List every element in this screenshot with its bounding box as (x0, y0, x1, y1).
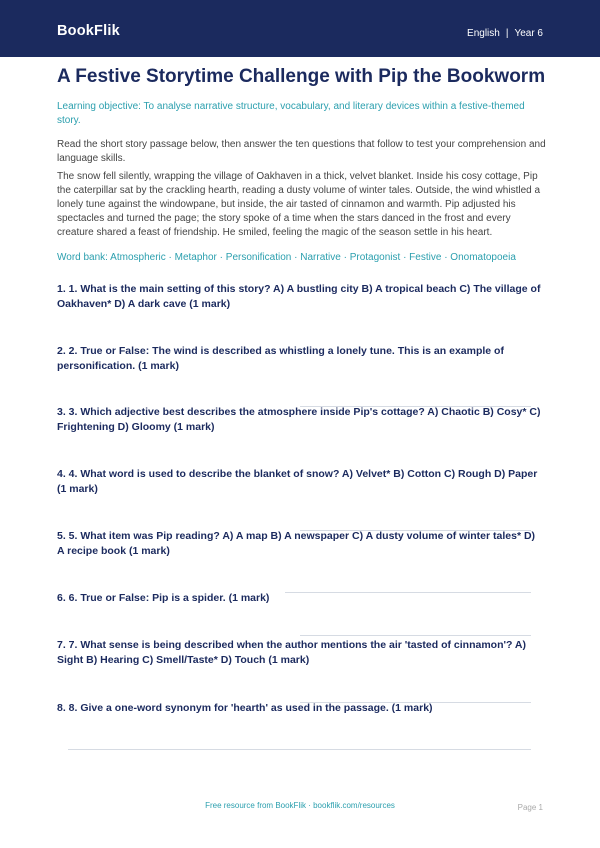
learning-objective: Learning objective: To analyse narrative structure, vocabulary, and literary devices within a festive-themed story. (57, 101, 525, 126)
header-meta (467, 28, 543, 39)
language-label: English (467, 28, 500, 39)
meta-separator: | (505, 28, 509, 39)
page-title: A Festive Storytime Challenge with Pip the Bookworm (57, 66, 546, 87)
site-header (0, 0, 600, 57)
year-label: Year 6 (514, 28, 543, 39)
footer-text[interactable]: Free resource from BookFlik · bookflik.com/resources (205, 801, 395, 810)
answer-line (68, 749, 531, 750)
intro-text: Read the short story passage below, then answer the ten questions that follow to test your comprehension and language skills. (57, 139, 546, 164)
question-4: 4. 4. What word is used to describe the blanket of snow? A) Velvet* B) Cotton C) Rough D) Paper (1 mark) (57, 468, 538, 495)
question-8: 8. 8. Give a one-word synonym for 'hearth' as used in the passage. (1 mark) (57, 702, 433, 714)
answer-line (300, 635, 531, 636)
question-1: 1. 1. What is the main setting of this story? A) A bustling city B) A tropical beach C) The village of Oakhaven* D) A dark cave (1 mark) (57, 283, 541, 310)
question-6: 6. 6. True or False: Pip is a spider. (1 mark) (57, 592, 270, 604)
brand-logo[interactable]: BookFlik (57, 23, 120, 39)
page-number: Page 1 (517, 803, 543, 812)
question-5: 5. 5. What item was Pip reading? A) A map B) A newspaper C) A dusty volume of winter tales* D) A recipe book (1 mark) (57, 530, 536, 557)
question-7: 7. 7. What sense is being described when the author mentions the air 'tasted of cinnamon'? A) Sight B) Hearing C) Smell/Taste* D) Touch (1 mark) (57, 639, 527, 666)
question-3: 3. 3. Which adjective best describes the atmosphere inside Pip's cottage? A) Chaotic B) Cosy* C) Frightening D) Gloomy (1 mark) (57, 406, 541, 433)
story-passage: The snow fell silently, wrapping the village of Oakhaven in a thick, velvet blanket. Inside his cosy cottage, Pip the caterpillar sat by the crackling hearth, reading a dusty volume of winter tales. Outside, the wind whistled a lonely tune against the windowpane, but inside, the air tasted of cinnamon and warmth. Pip adjusted his spectacles and turned the page; the story spoke of a time when the stars danced in the frost and every creature shared a feast of friendship. He smiled, feeling the magic of the season settle in his heart. (57, 171, 541, 238)
word-bank: Word bank: Atmospheric · Metaphor · Personification · Narrative · Protagonist · Festive · Onomatopoeia (57, 252, 516, 263)
question-2: 2. 2. True or False: The wind is described as whistling a lonely tune. This is an example of personification. (1 mark) (57, 345, 504, 372)
